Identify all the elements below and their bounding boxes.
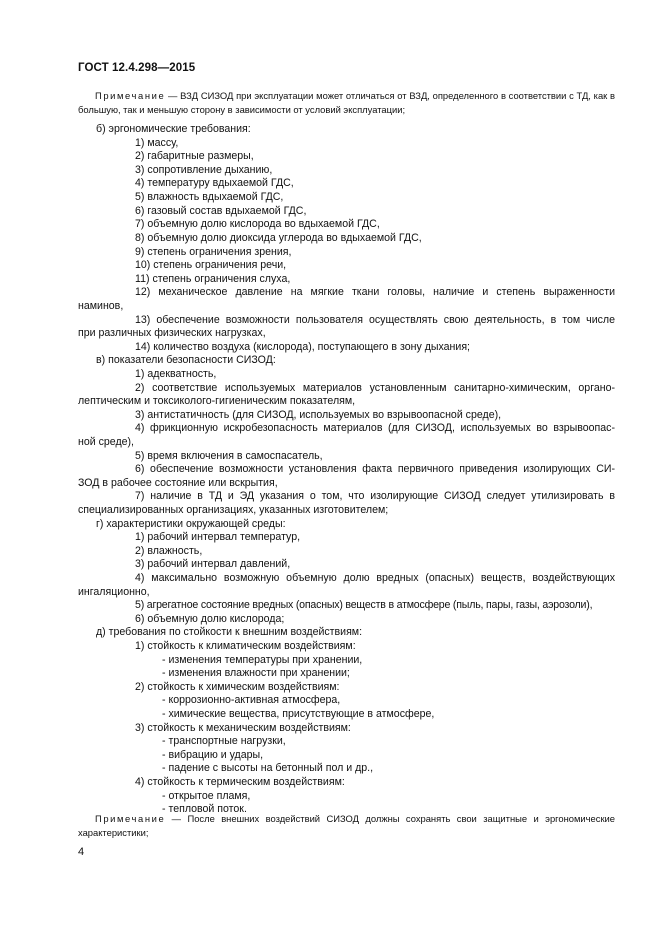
body-line: 7) объемную долю кислорода во вдыхаемой ГДС, <box>135 218 380 230</box>
note-paragraph-1 <box>78 89 615 116</box>
body-line: в) показатели безопасности СИЗОД: <box>96 354 276 366</box>
body-line: - химические вещества, присутствующие в атмосфере, <box>162 708 435 720</box>
body-line: 11) степень ограничения слуха, <box>135 273 291 285</box>
body-line: специализированных организациях, указанных изготовителем; <box>78 504 389 516</box>
body-line: наминов, <box>78 300 124 312</box>
body-line: - изменения температуры при хранении, <box>162 654 363 666</box>
body-line: 1) массу, <box>135 137 179 149</box>
body-line: 2) стойкость к химическим воздействиям: <box>135 681 340 693</box>
body-line: 1) адекватность, <box>135 368 217 380</box>
body-line: д) требования по стойкости к внешним воздействиям: <box>96 626 363 638</box>
body-line: 4) фрикционную искробезопасность материалов (для СИЗОД, используемых во взрывоопас- <box>135 422 615 434</box>
note-text: ВЗД СИЗОД при эксплуатации может отличаться от ВЗД, определенного в соответствии с ТД, как в большую, так и меньшую сторону в зависимости от условий эксплуатации; <box>78 90 616 115</box>
body-line: 3) сопротивление дыханию, <box>135 164 273 176</box>
body-line: 12) механическое давление на мягкие ткани головы, наличие и степень выраженности <box>135 286 615 298</box>
note-text: После внешних воздействий СИЗОД должны сохранять свои защитные и эргономические характеристики; <box>78 813 615 838</box>
body-line: - коррозионно-активная атмосфера, <box>162 694 341 706</box>
note-dash: — <box>165 90 181 101</box>
body-line: 8) объемную долю диоксида углерода во вдыхаемой ГДС, <box>135 232 422 244</box>
body-line: б) эргономические требования: <box>96 123 251 135</box>
body-line: 4) стойкость к термическим воздействиям: <box>135 776 345 788</box>
body-line: - вибрацию и удары, <box>162 749 264 761</box>
note-label: Примечание <box>95 813 166 824</box>
body-line: 7) наличие в ТД и ЭД указания о том, что изолирующие СИЗОД следует утилизировать в <box>135 490 615 502</box>
body-line: 3) рабочий интервал давлений, <box>135 558 291 570</box>
body-line: 2) соответствие используемых материалов установленным санитарно-химическим, органо- <box>135 382 615 394</box>
note-label: Примечание <box>95 90 166 101</box>
note-dash: — <box>165 813 188 824</box>
body-line: 4) температуру вдыхаемой ГДС, <box>135 177 294 189</box>
body-line: 9) степень ограничения зрения, <box>135 246 292 258</box>
body-line: ной среде), <box>78 436 134 448</box>
body-line: 2) габаритные размеры, <box>135 150 254 162</box>
body-line: - открытое пламя, <box>162 790 251 802</box>
body-line: 5) время включения в самоспасатель, <box>135 450 323 462</box>
body-line: 6) объемную долю кислорода; <box>135 613 285 625</box>
note-paragraph-2 <box>78 812 615 839</box>
body-line: 5) агрегатное состояние вредных (опасных) веществ в атмосфере (пыль, пары, газы, аэрозоли), <box>135 599 593 611</box>
body-line: 1) стойкость к климатическим воздействиям: <box>135 640 356 652</box>
body-line: ЗОД в рабочее состояние или вскрытия, <box>78 477 278 489</box>
body-line: 5) влажность вдыхаемой ГДС, <box>135 191 284 203</box>
body-line: 6) газовый состав вдыхаемой ГДС, <box>135 205 307 217</box>
body-line: лептическим и токсиколого-гигиеническим показателям, <box>78 395 356 407</box>
body-line: 6) обеспечение возможности установления факта первичного приведения изолирующих СИ- <box>135 463 615 475</box>
document-header: ГОСТ 12.4.298—2015 <box>78 62 196 74</box>
body-line: 3) стойкость к механическим воздействиям: <box>135 722 351 734</box>
body-line: 2) влажность, <box>135 545 203 557</box>
body-line: - тепловой поток. <box>162 803 247 815</box>
body-line: г) характеристики окружающей среды: <box>96 518 286 530</box>
body-line: - транспортные нагрузки, <box>162 735 286 747</box>
body-line: - падение с высоты на бетонный пол и др., <box>162 762 374 774</box>
body-line: при различных физических нагрузках, <box>78 327 266 339</box>
body-line: - изменения влажности при хранении; <box>162 667 350 679</box>
body-line: 10) степень ограничения речи, <box>135 259 287 271</box>
page-number: 4 <box>78 846 85 858</box>
body-line: 4) максимально возможную объемную долю вредных (опасных) веществ, воздействующих <box>135 572 615 584</box>
body-line: 3) антистатичность (для СИЗОД, иcпользуемых во взрывоопасной среде), <box>135 409 502 421</box>
body-line: ингаляционно, <box>78 586 150 598</box>
body-line: 1) рабочий интервал температур, <box>135 531 301 543</box>
body-line: 14) количество воздуха (кислорода), поступающего в зону дыхания; <box>135 341 471 353</box>
body-line: 13) обеспечение возможности пользователя осуществлять свою деятельность, в том числе <box>135 314 615 326</box>
